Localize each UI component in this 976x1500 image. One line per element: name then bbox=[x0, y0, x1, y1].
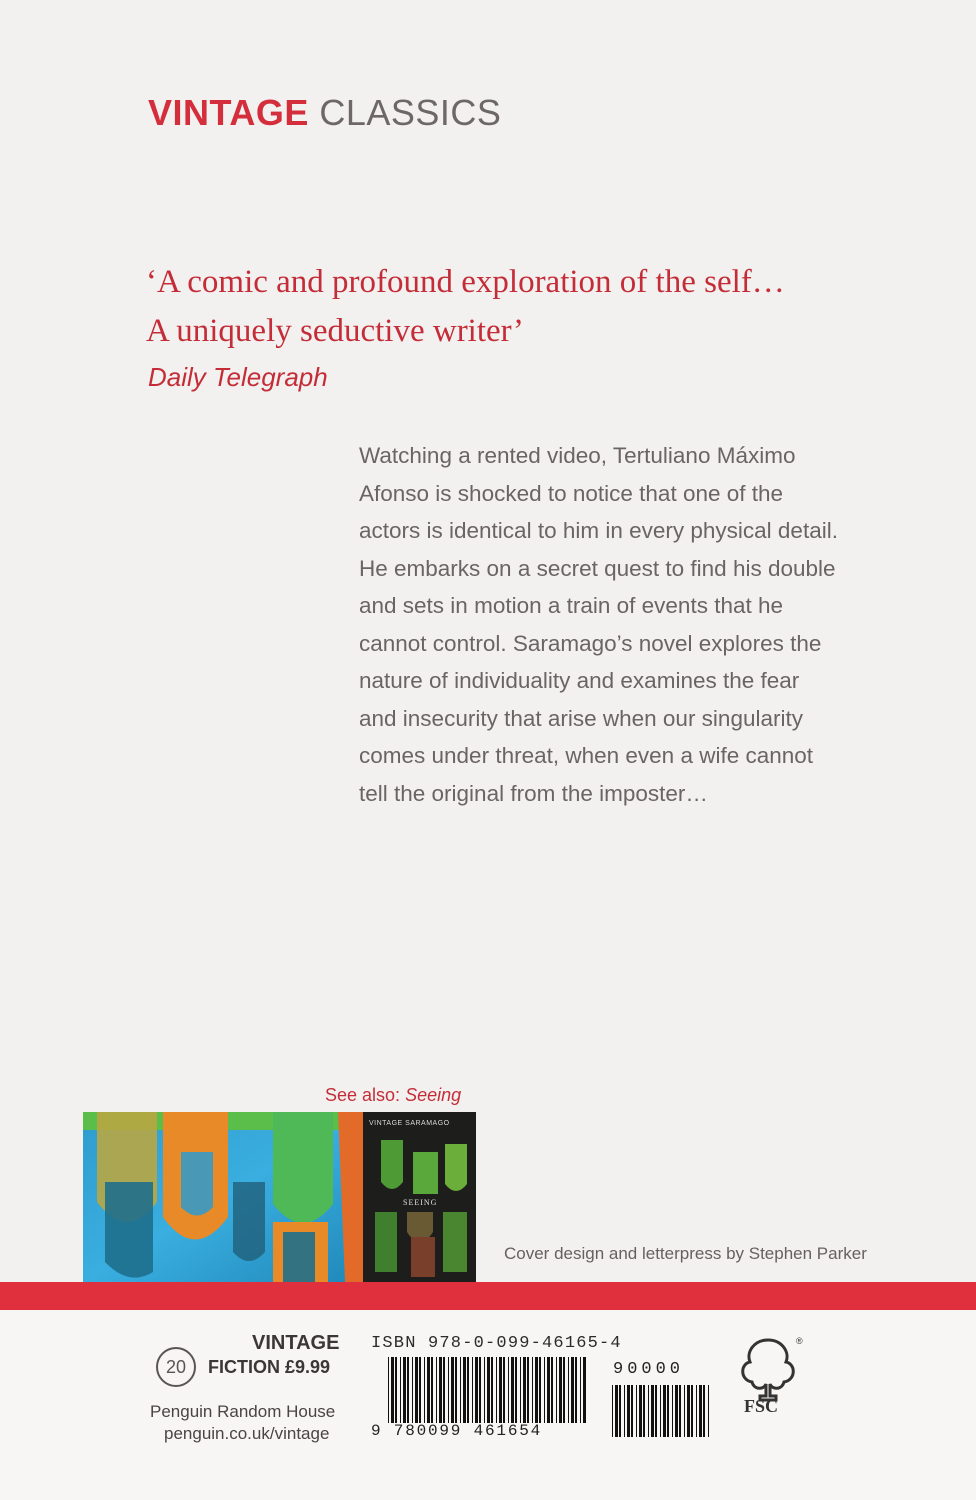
see-also bbox=[325, 1085, 461, 1106]
barcode-bar bbox=[415, 1357, 418, 1423]
synopsis-line: comes under threat, when even a wife cannot bbox=[359, 743, 814, 768]
barcode-bar bbox=[679, 1385, 681, 1437]
barcode-bar bbox=[451, 1357, 454, 1423]
barcode-bar bbox=[535, 1357, 538, 1423]
barcode-bar bbox=[515, 1357, 517, 1423]
barcode-bar bbox=[699, 1385, 702, 1437]
barcode-bar bbox=[651, 1385, 654, 1437]
barcode-bar bbox=[551, 1357, 553, 1423]
addon-barcode-icon bbox=[610, 1385, 712, 1437]
red-divider-band bbox=[0, 1282, 976, 1310]
barcode-bar bbox=[615, 1385, 618, 1437]
barcode-bar bbox=[467, 1357, 469, 1423]
synopsis-line: Afonso is shocked to notice that one of the bbox=[359, 480, 784, 506]
barcode-bar bbox=[624, 1385, 625, 1437]
barcode-bar bbox=[684, 1385, 685, 1437]
series-logo-classics: CLASSICS bbox=[319, 92, 502, 133]
barcode-bar bbox=[436, 1357, 437, 1423]
related-cover-title: SEEING bbox=[403, 1198, 438, 1207]
series-logo bbox=[148, 92, 501, 134]
barcode-bar bbox=[655, 1385, 657, 1437]
review-quote bbox=[146, 258, 785, 356]
barcode-bar bbox=[583, 1357, 586, 1423]
publisher-url: penguin.co.uk/vintage bbox=[164, 1424, 330, 1443]
barcode-bar bbox=[568, 1357, 569, 1423]
barcode-bar bbox=[460, 1357, 461, 1423]
barcode-bar bbox=[499, 1357, 502, 1423]
barcode-bar bbox=[431, 1357, 433, 1423]
cover-artwork bbox=[83, 1112, 363, 1282]
barcode-bar bbox=[672, 1385, 673, 1437]
barcode-bar bbox=[663, 1385, 666, 1437]
barcode-bar bbox=[523, 1357, 526, 1423]
related-book-cover bbox=[363, 1112, 476, 1282]
barcode-bar bbox=[532, 1357, 533, 1423]
barcode-bar bbox=[571, 1357, 574, 1423]
barcode-bar bbox=[472, 1357, 473, 1423]
barcode-bar bbox=[660, 1385, 661, 1437]
barcode-bar bbox=[675, 1385, 678, 1437]
barcode-bar bbox=[388, 1357, 389, 1423]
anniversary-20-icon: 20 bbox=[156, 1347, 196, 1387]
barcode-bar bbox=[484, 1357, 485, 1423]
barcode-bar bbox=[612, 1385, 613, 1437]
barcode-bar bbox=[463, 1357, 466, 1423]
barcode-bar bbox=[508, 1357, 509, 1423]
barcode-bar bbox=[403, 1357, 406, 1423]
barcode-bar bbox=[627, 1385, 630, 1437]
registered-mark: ® bbox=[796, 1336, 803, 1346]
synopsis-line: and insecurity that arise when our singularity bbox=[359, 705, 803, 731]
barcode-bar bbox=[556, 1357, 557, 1423]
barcode-bar bbox=[544, 1357, 545, 1423]
barcode-bar bbox=[687, 1385, 690, 1437]
publisher-name: Penguin Random House bbox=[150, 1402, 336, 1421]
barcode-bar bbox=[479, 1357, 481, 1423]
synopsis-line: actors is identical to him in every physical detail. bbox=[359, 518, 838, 543]
barcode-bar bbox=[691, 1385, 693, 1437]
barcode-bar bbox=[448, 1357, 449, 1423]
barcode-bar bbox=[703, 1385, 705, 1437]
synopsis bbox=[359, 437, 899, 812]
barcode-bar bbox=[419, 1357, 421, 1423]
barcode-bar bbox=[559, 1357, 562, 1423]
barcode-bar bbox=[619, 1385, 621, 1437]
price-addon-code: 90000 bbox=[613, 1360, 685, 1379]
isbn-text: ISBN 978-0-099-46165-4 bbox=[371, 1334, 622, 1353]
barcode-bar bbox=[639, 1385, 642, 1437]
barcode-bar bbox=[391, 1357, 394, 1423]
related-cover-series: VINTAGE SARAMAGO bbox=[369, 1120, 450, 1127]
barcode-bar bbox=[636, 1385, 637, 1437]
barcode-bar bbox=[503, 1357, 505, 1423]
barcode-bar bbox=[455, 1357, 457, 1423]
barcode-bar bbox=[487, 1357, 490, 1423]
see-also-title: Seeing bbox=[405, 1085, 462, 1105]
quote-line-2: A uniquely seductive writer’ bbox=[146, 313, 524, 349]
series-logo-vintage: VINTAGE bbox=[148, 92, 309, 133]
barcode-bar bbox=[563, 1357, 565, 1423]
barcode-bar bbox=[400, 1357, 401, 1423]
fsc-label: FSC bbox=[744, 1396, 779, 1416]
barcode-bar bbox=[475, 1357, 478, 1423]
imprint-label: VINTAGE bbox=[252, 1332, 340, 1354]
barcode-bar bbox=[527, 1357, 529, 1423]
barcode-bar bbox=[643, 1385, 645, 1437]
barcode-bar bbox=[496, 1357, 497, 1423]
barcode-bar bbox=[520, 1357, 521, 1423]
barcode-bar bbox=[412, 1357, 413, 1423]
synopsis-line: He embarks on a secret quest to find his double bbox=[359, 555, 836, 581]
category-price: FICTION £9.99 bbox=[208, 1357, 331, 1377]
barcode-bar bbox=[575, 1357, 577, 1423]
barcode-bar bbox=[427, 1357, 430, 1423]
synopsis-line: and sets in motion a train of events that he bbox=[359, 593, 784, 618]
barcode-bar bbox=[708, 1385, 709, 1437]
barcode-bar bbox=[696, 1385, 697, 1437]
barcode-bar bbox=[491, 1357, 493, 1423]
barcode-bar bbox=[395, 1357, 397, 1423]
barcode-bar bbox=[580, 1357, 581, 1423]
synopsis-line: Watching a rented video, Tertuliano Máximo bbox=[359, 443, 796, 468]
barcode-bar bbox=[407, 1357, 409, 1423]
design-credit: Cover design and letterpress by Stephen Parker bbox=[504, 1244, 867, 1263]
barcode-bar bbox=[424, 1357, 425, 1423]
barcode-bar bbox=[648, 1385, 649, 1437]
synopsis-line: cannot control. Saramago’s novel explores the bbox=[359, 630, 822, 656]
barcode-bar bbox=[547, 1357, 550, 1423]
barcode-bar bbox=[631, 1385, 633, 1437]
barcode-bar bbox=[667, 1385, 669, 1437]
related-cover-art bbox=[363, 1112, 476, 1282]
barcode-bar bbox=[511, 1357, 514, 1423]
barcode-bar bbox=[539, 1357, 541, 1423]
quote-source: Daily Telegraph bbox=[148, 362, 328, 392]
see-also-label: See also: bbox=[325, 1085, 401, 1105]
quote-line-1: ‘A comic and profound exploration of the self… bbox=[146, 264, 785, 300]
barcode-digits: 9 780099 461654 bbox=[371, 1422, 543, 1440]
synopsis-line: nature of individuality and examines the fear bbox=[359, 668, 800, 693]
barcode-bar bbox=[443, 1357, 445, 1423]
barcode-bar bbox=[439, 1357, 442, 1423]
synopsis-line: tell the original from the imposter… bbox=[359, 780, 708, 806]
